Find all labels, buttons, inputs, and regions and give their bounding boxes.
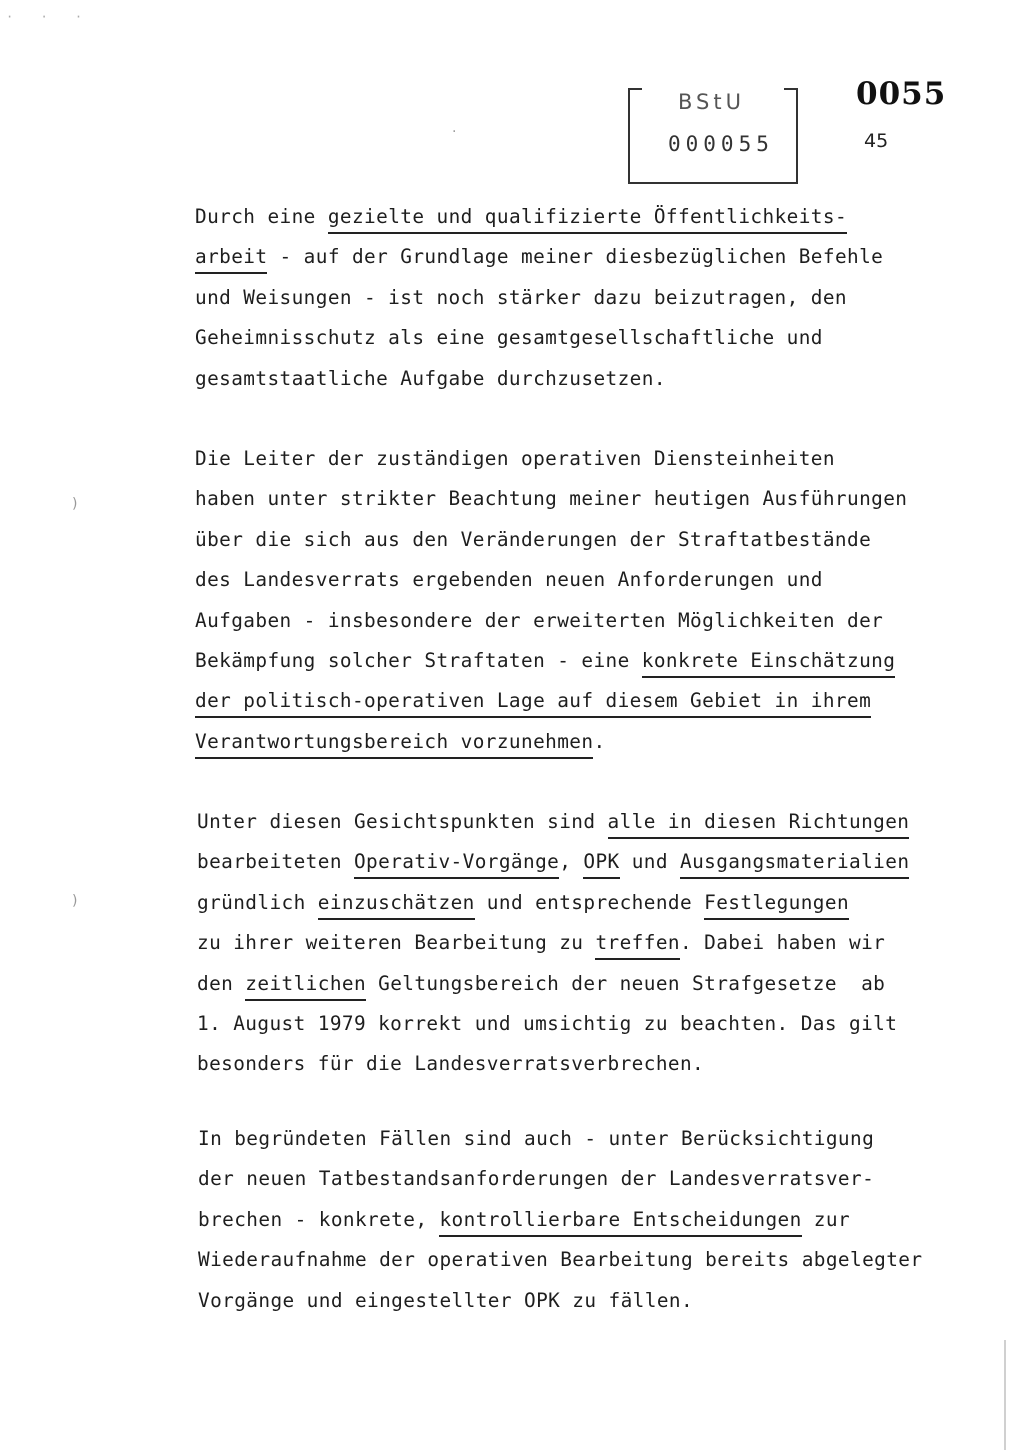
text-segment: des Landesverrats ergebenden neuen Anforderungen und <box>195 568 823 592</box>
text-segment: Aufgaben - insbesondere der erweiterten Möglichkeiten der <box>195 608 884 632</box>
text-segment: Vorgänge und eingestellter OPK zu fällen. <box>198 1288 694 1312</box>
text-segment: Geltungsbereich der neuen Strafgesetze ab <box>366 971 886 995</box>
text-segment: Durch eine <box>195 205 328 228</box>
text-line <box>195 641 955 681</box>
text-line <box>197 964 957 1004</box>
stamp-agency-text: BStU <box>678 90 745 114</box>
scan-artifact-dots: · · · <box>6 10 93 24</box>
text-line <box>195 318 955 358</box>
text-segment: zur <box>801 1207 851 1231</box>
text-segment: - auf der Grundlage meiner diesbezüglichen Befehle <box>267 245 884 269</box>
paragraph-3 <box>197 802 957 1085</box>
text-line <box>195 359 955 399</box>
text-line <box>197 1004 957 1044</box>
text-line <box>197 802 957 842</box>
text-segment: der neuen Tatbestandsanforderungen der Landesverratsver- <box>198 1167 875 1191</box>
text-segment: Geheimnisschutz als eine gesamtgesellschaftliche und <box>195 326 823 350</box>
text-segment: bearbeiteten <box>197 850 354 874</box>
text-segment: Die Leiter der zuständigen operativen Diensteinheiten <box>195 447 835 470</box>
text-segment: Wiederaufnahme der operativen Bearbeitung bereits abgelegter <box>198 1248 923 1272</box>
text-segment: brechen - konkrete, <box>198 1207 440 1231</box>
text-line <box>198 1119 958 1159</box>
text-line <box>198 1240 958 1280</box>
text-line <box>195 479 955 519</box>
text-line <box>197 923 957 963</box>
text-segment: und entsprechende <box>474 890 705 914</box>
scan-speck: · <box>452 124 457 140</box>
text-line <box>195 439 955 479</box>
underlined-text: der politisch-operativen Lage auf diesem Gebiet in ihrem <box>195 689 872 713</box>
text-line <box>197 1044 957 1084</box>
text-segment: und <box>619 850 680 874</box>
paragraph-1 <box>195 197 955 399</box>
text-segment: 1. August 1979 korrekt und umsichtig zu beachten. Das gilt <box>197 1011 898 1035</box>
text-line <box>195 560 955 600</box>
underlined-text: konkrete Einschätzung <box>641 648 896 672</box>
underlined-text: alle in diesen Richtungen <box>607 810 910 833</box>
document-number: 0055 <box>856 76 947 112</box>
text-line <box>198 1159 958 1199</box>
text-segment: gründlich <box>197 890 318 914</box>
text-segment: , <box>559 850 584 874</box>
text-segment: Unter diesen Gesichtspunkten sind <box>197 810 608 833</box>
text-line <box>195 520 955 560</box>
underlined-text: zeitlichen <box>245 971 367 995</box>
text-line <box>195 722 955 762</box>
underlined-text: OPK <box>583 850 620 874</box>
text-segment: gesamtstaatliche Aufgabe durchzusetzen. <box>195 366 666 390</box>
text-segment: besonders für die Landesverratsverbrechen. <box>197 1052 705 1076</box>
text-segment: . Dabei haben wir <box>679 931 886 955</box>
underlined-text: gezielte und qualifizierte Öffentlichkeits- <box>327 205 848 228</box>
text-segment: In begründeten Fällen sind auch - unter Berücksichtigung <box>198 1127 875 1150</box>
page-number: 45 <box>864 130 889 152</box>
text-segment: zu ihrer weiteren Bearbeitung zu <box>197 931 596 955</box>
text-segment: . <box>593 729 606 753</box>
underlined-text: Verantwortungsbereich vorzunehmen <box>195 729 594 753</box>
underlined-text: einzuschätzen <box>317 890 475 914</box>
text-segment: über die sich aus den Veränderungen der Straftatbestände <box>195 527 872 551</box>
paragraph-2 <box>195 439 955 762</box>
text-line <box>198 1200 958 1240</box>
underlined-text: Festlegungen <box>704 890 850 914</box>
stamp-number-text: 000055 <box>668 132 774 156</box>
text-line <box>195 237 955 277</box>
text-segment: haben unter strikter Beachtung meiner heutigen Ausführungen <box>195 487 908 511</box>
text-line <box>195 681 955 721</box>
paragraph-4 <box>198 1119 958 1321</box>
scan-edge-line <box>1004 1340 1006 1450</box>
text-line <box>195 278 955 318</box>
text-line <box>195 601 955 641</box>
underlined-text: Ausgangsmaterialien <box>680 850 910 874</box>
margin-mark: ) <box>72 893 78 909</box>
underlined-text: Operativ-Vorgänge <box>353 850 560 874</box>
underlined-text: treffen <box>595 931 680 955</box>
underlined-text: arbeit <box>195 245 268 269</box>
text-line <box>197 883 957 923</box>
text-segment: Bekämpfung solcher Straftaten - eine <box>195 648 642 672</box>
text-segment: und Weisungen - ist noch stärker dazu beizutragen, den <box>195 285 848 309</box>
underlined-text: kontrollierbare Entscheidungen <box>439 1207 802 1231</box>
text-line <box>197 842 957 882</box>
text-line <box>195 197 955 237</box>
archive-stamp <box>628 88 798 184</box>
text-line <box>198 1281 958 1321</box>
margin-mark: ) <box>72 496 78 512</box>
text-segment: den <box>197 971 246 995</box>
